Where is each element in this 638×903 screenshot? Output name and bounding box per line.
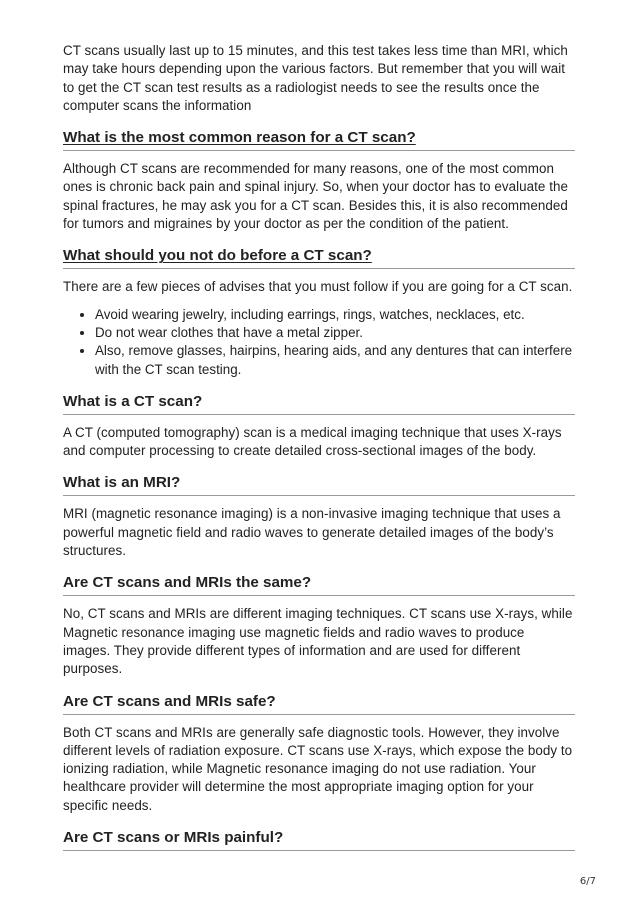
section-common-reason	[63, 128, 575, 233]
section-what-is-mri	[63, 473, 575, 560]
section-same	[63, 573, 575, 678]
section-before-ct-scan	[63, 246, 575, 378]
section-heading: Are CT scans and MRIs safe?	[63, 692, 575, 715]
section-heading[interactable]	[63, 246, 575, 269]
page-number: 6/7	[579, 876, 596, 887]
heading-link[interactable]: What is the most common reason for a CT scan?	[63, 129, 416, 147]
section-paragraph: Although CT scans are recommended for many reasons, one of the most common ones is chronic back pain and spinal injury. So, when your doctor has to evaluate the spinal fractures, he may ask you for a CT scan. Besides this, it is also recommended for tumors and migraines by your doctor as per the condition of the patient.	[63, 161, 568, 232]
document-page	[63, 42, 575, 860]
heading-link[interactable]: What should you not do before a CT scan?	[63, 247, 372, 265]
section-paragraph: A CT (computed tomography) scan is a medical imaging technique that uses X-rays and computer processing to create detailed cross-sectional images of the body.	[63, 424, 562, 459]
advice-list	[63, 306, 575, 379]
list-item: • Do not wear clothes that have a metal zipper.	[95, 324, 575, 342]
section-safe	[63, 692, 575, 815]
list-item: • Avoid wearing jewelry, including earrings, rings, watches, necklaces, etc.	[95, 306, 575, 324]
section-paragraph: There are a few pieces of advises that you must follow if you are going for a CT scan.	[63, 279, 573, 295]
section-paragraph: Both CT scans and MRIs are generally safe diagnostic tools. However, they involve different levels of radiation exposure. CT scans use X-rays, which expose the body to ionizing radiation, while Magnetic resonance imaging do not use radiation. Your healthcare provider will determine the most appropriate imaging option for your specific needs.	[63, 724, 573, 813]
section-painful	[63, 828, 575, 851]
section-heading: What is a CT scan?	[63, 392, 575, 415]
section-heading: Are CT scans or MRIs painful?	[63, 828, 575, 851]
section-heading: What is an MRI?	[63, 473, 575, 496]
section-what-is-ct	[63, 392, 575, 461]
section-paragraph: No, CT scans and MRIs are different imaging techniques. CT scans use X-rays, while Magnetic resonance imaging use magnetic fields and radio waves to produce images. They provide different types of information and are used for different purposes.	[63, 606, 573, 677]
intro-paragraph: CT scans usually last up to 15 minutes, and this test takes less time than MRI, which may take hours depending upon the various factors. But remember that you will wait to get the CT scan test results as a radiologist needs to see the results once the computer scans the information	[63, 43, 568, 113]
section-heading: Are CT scans and MRIs the same?	[63, 573, 575, 596]
section-heading[interactable]	[63, 128, 575, 151]
list-item: • Also, remove glasses, hairpins, hearing aids, and any dentures that can interfere with the CT scan testing.	[95, 342, 575, 379]
section-paragraph: MRI (magnetic resonance imaging) is a non-invasive imaging technique that uses a powerful magnetic field and radio waves to generate detailed images of the body’s structures.	[63, 506, 561, 559]
